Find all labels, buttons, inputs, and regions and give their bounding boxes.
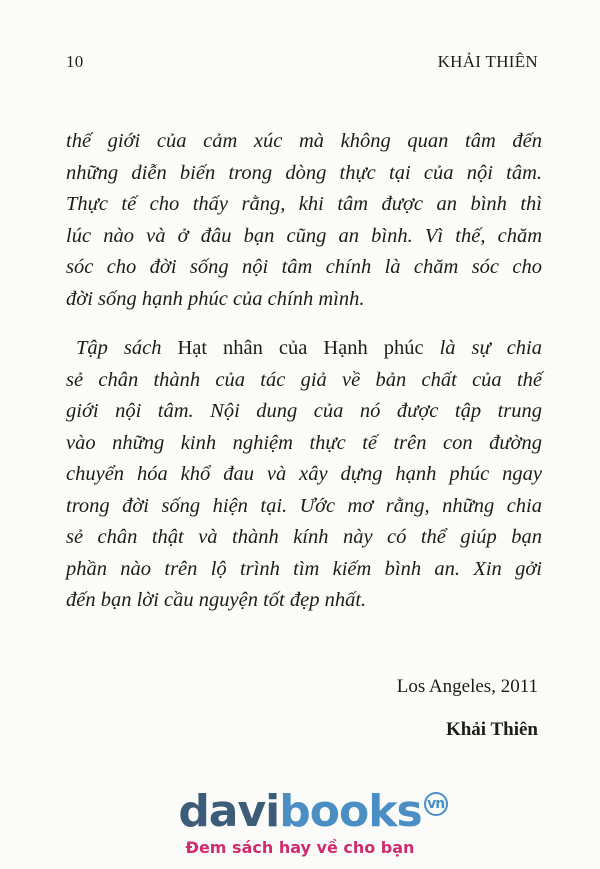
- davibooks-watermark: [0, 786, 600, 857]
- brand-logo: [178, 786, 445, 837]
- page-header: [66, 52, 538, 72]
- book-title: Hạt nhân của Hạnh phúc: [177, 337, 424, 359]
- paragraph-1: [66, 126, 542, 315]
- brand-part-davi: davi: [178, 786, 280, 837]
- text-line: giới nội tâm. Nội dung của nó được tập trung: [66, 400, 542, 422]
- text-line: thế giới của cảm xúc mà không quan tâm đến: [66, 130, 542, 152]
- text-line: phần nào trên lộ trình tìm kiếm bình an. Xin gởi: [66, 557, 542, 580]
- text-line: những diễn biến trong dòng thực tại của nội tâm.: [66, 161, 542, 184]
- text-line: sóc cho đời sống nội tâm chính là chăm sóc cho: [66, 256, 542, 278]
- text-segment: Tập sách: [76, 337, 178, 359]
- brand-part-books: books: [279, 786, 422, 837]
- text-line: lúc nào và ở đâu bạn cũng an bình. Vì thế, chăm: [66, 224, 542, 247]
- running-head: KHẢI THIÊN: [437, 52, 538, 71]
- text-line: đến bạn lời cầu nguyện tốt đẹp nhất.: [66, 589, 367, 611]
- text-line: vào những kinh nghiệm thực tế trên con đường: [66, 431, 542, 454]
- text-line: chuyển hóa khổ đau và xây dựng hạnh phúc ngay: [66, 463, 542, 485]
- paragraph-2: [66, 333, 542, 617]
- text-line: Thực tế cho thấy rằng, khi tâm được an bình thì: [66, 193, 542, 215]
- text-line: sẻ chân thành của tác giả về bản chất của thế: [66, 368, 542, 391]
- text-line: trong đời sống hiện tại. Ước mơ rằng, những chia: [66, 494, 542, 517]
- text-line: sẻ chân thật và thành kính này có thể giúp bạn: [66, 526, 542, 548]
- text-line-first: [66, 333, 542, 365]
- page-number: 10: [66, 52, 84, 71]
- text-segment: là sự chia: [423, 337, 542, 359]
- author-signature: Khải Thiên: [445, 719, 538, 740]
- text-line: đời sống hạnh phúc của chính mình.: [66, 287, 365, 310]
- brand-tagline: Đem sách hay về cho bạn: [185, 838, 415, 857]
- brand-vn-badge: vn: [424, 792, 448, 816]
- place-date: Los Angeles, 2011: [396, 676, 538, 697]
